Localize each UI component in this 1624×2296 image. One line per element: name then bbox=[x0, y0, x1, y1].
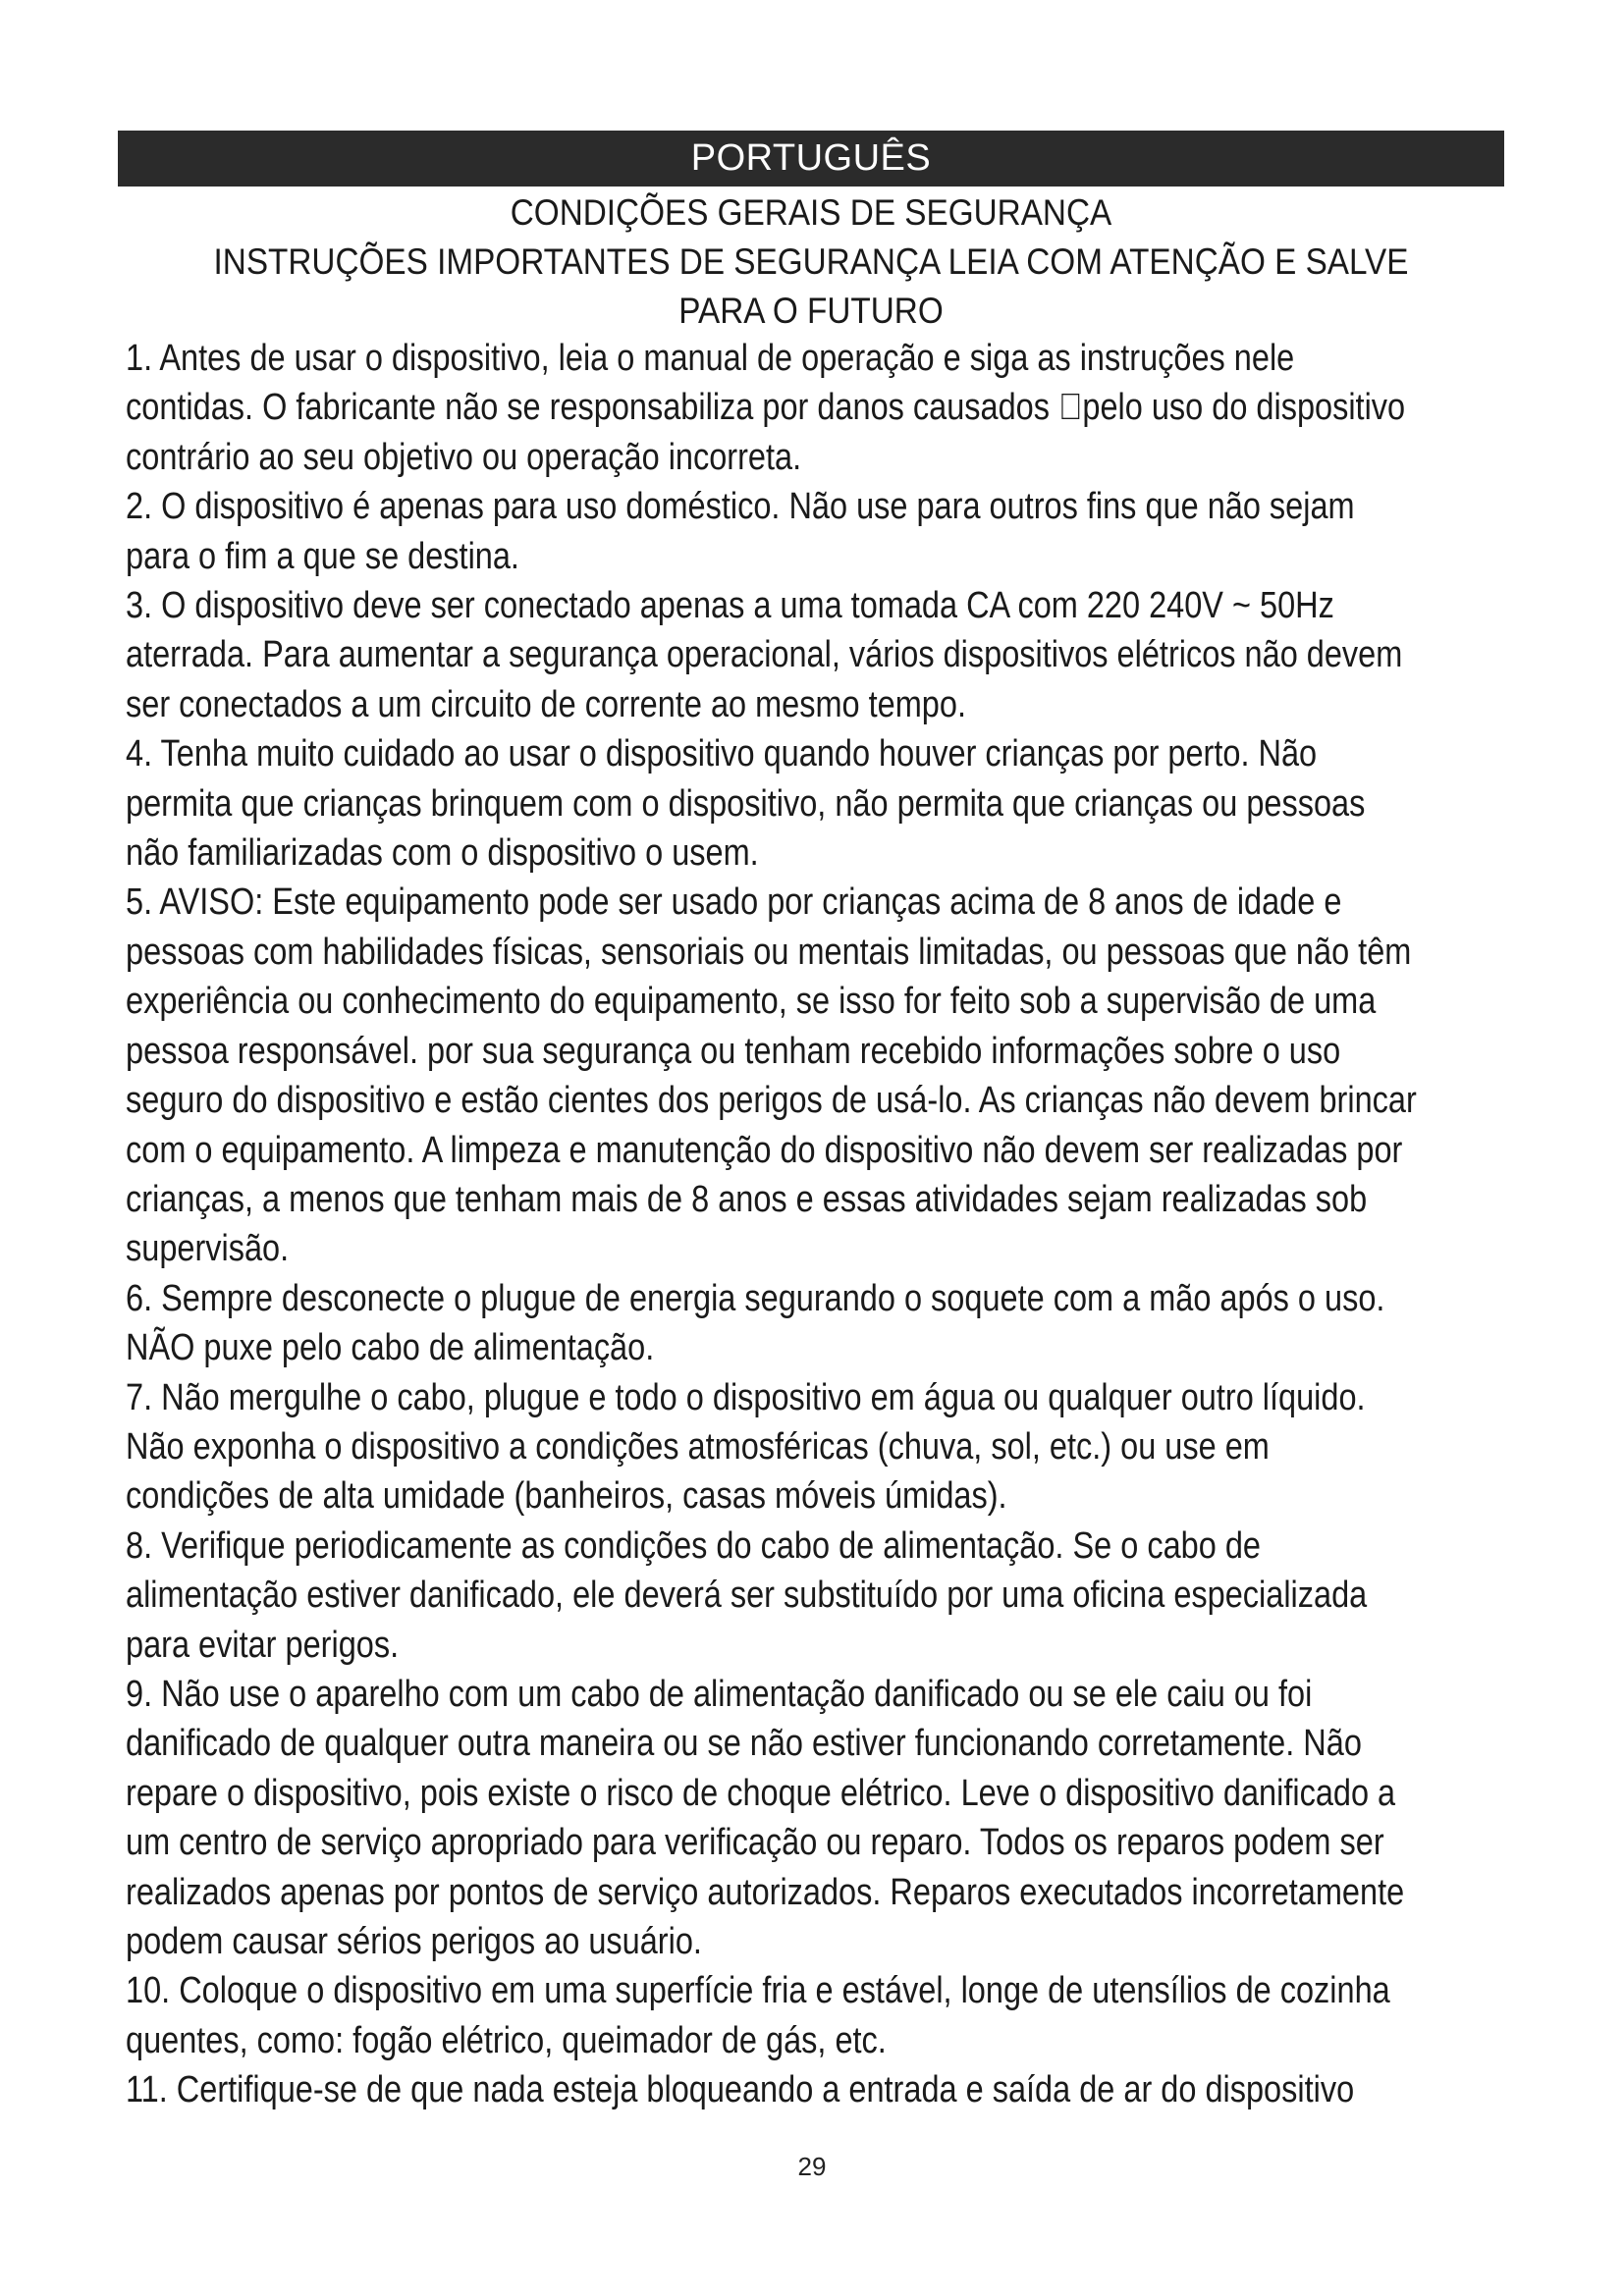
language-label: PORTUGUÊS bbox=[690, 137, 932, 179]
instruction-item-7: 7. Não mergulhe o cabo, plugue e todo o dispositivo em água ou qualquer outro líquido. Não exponha o dispositivo a condições atmosféricas (chuva, sol, etc.) ou use em condições de alta umidade (banheiros, casas móveis úmidas). bbox=[126, 1376, 1366, 1518]
page-number: 29 bbox=[797, 2152, 827, 2181]
instruction-item-3: 3. O dispositivo deve ser conectado apenas a uma tomada CA com 220 240V ~ 50Hz aterrada. Para aumentar a segurança operacional, vários dispositivos elétricos não devem ser conectados a um circuito de corrente ao mesmo tempo. bbox=[126, 585, 1403, 725]
section-headings bbox=[118, 188, 1504, 336]
instruction-item-2: 2. O dispositivo é apenas para uso doméstico. Não use para outros fins que não sejam para o fim a que se destina. bbox=[126, 486, 1355, 577]
instruction-item-1: 1. Antes de usar o dispositivo, leia o manual de operação e siga as instruções nele contidas. O fabricante não se responsabiliza por danos causados  pelo uso do dispositivo contrário ao seu objetivo ou operação incorreta. bbox=[126, 338, 1406, 478]
instruction-item-9: 9. Não use o aparelho com um cabo de alimentação danificado ou se ele caiu ou foi danificado de qualquer outra maneira ou se não estiver funcionando corretamente. Não repare o dispositivo, pois existe o risco de choque elétrico. Leve o dispositivo danificado a um centro de serviço apropriado para verificação ou reparo. Todos os reparos podem ser realizados apenas por pontos de serviço autorizados. Reparos executados incorretamente podem causar sérios perigos ao usuário. bbox=[126, 1673, 1405, 1962]
safety-instructions-list bbox=[126, 334, 1598, 2115]
section-subtitle-line-1: INSTRUÇÕES IMPORTANTES DE SEGURANÇA LEIA COM ATENÇÃO E SALVE bbox=[213, 241, 1409, 282]
section-title: CONDIÇÕES GERAIS DE SEGURANÇA bbox=[510, 192, 1112, 233]
instruction-item-5: 5. AVISO: Este equipamento pode ser usado por crianças acima de 8 anos de idade e pessoas com habilidades físicas, sensoriais ou mentais limitadas, ou pessoas que não têm experiência ou conhecimento do equipamento, se isso for feito sob a supervisão de uma pessoa responsável. por sua segurança ou tenham recebido informações sobre o uso seguro do dispositivo e estão cientes dos perigos de usá-lo. As crianças não devem brincar com o equipamento. A limpeza e manutenção do dispositivo não devem ser realizadas por crianças, a menos que tenham mais de 8 anos e essas atividades sejam realizadas sob supervisão. bbox=[126, 881, 1417, 1270]
instruction-item-11: 11. Certifique-se de que nada esteja bloqueando a entrada e saída de ar do dispositivo bbox=[126, 2069, 1355, 2111]
instruction-item-8: 8. Verifique periodicamente as condições do cabo de alimentação. Se o cabo de alimentação estiver danificado, ele deverá ser substituído por uma oficina especializada para evitar perigos. bbox=[126, 1524, 1368, 1666]
instruction-item-6: 6. Sempre desconecte o plugue de energia segurando o soquete com a mão após o uso. NÃO puxe pelo cabo de alimentação. bbox=[126, 1277, 1385, 1369]
instruction-item-10: 10. Coloque o dispositivo em uma superfície fria e estável, longe de utensílios de cozinha quentes, como: fogão elétrico, queimador de gás, etc. bbox=[126, 1970, 1390, 2061]
language-header-bar bbox=[118, 131, 1504, 187]
instruction-item-4: 4. Tenha muito cuidado ao usar o dispositivo quando houver crianças por perto. Não permita que crianças brinquem com o dispositivo, não permita que crianças ou pessoas não familiarizadas com o dispositivo o usem. bbox=[126, 733, 1366, 875]
section-subtitle-line-2: PARA O FUTURO bbox=[678, 291, 944, 331]
